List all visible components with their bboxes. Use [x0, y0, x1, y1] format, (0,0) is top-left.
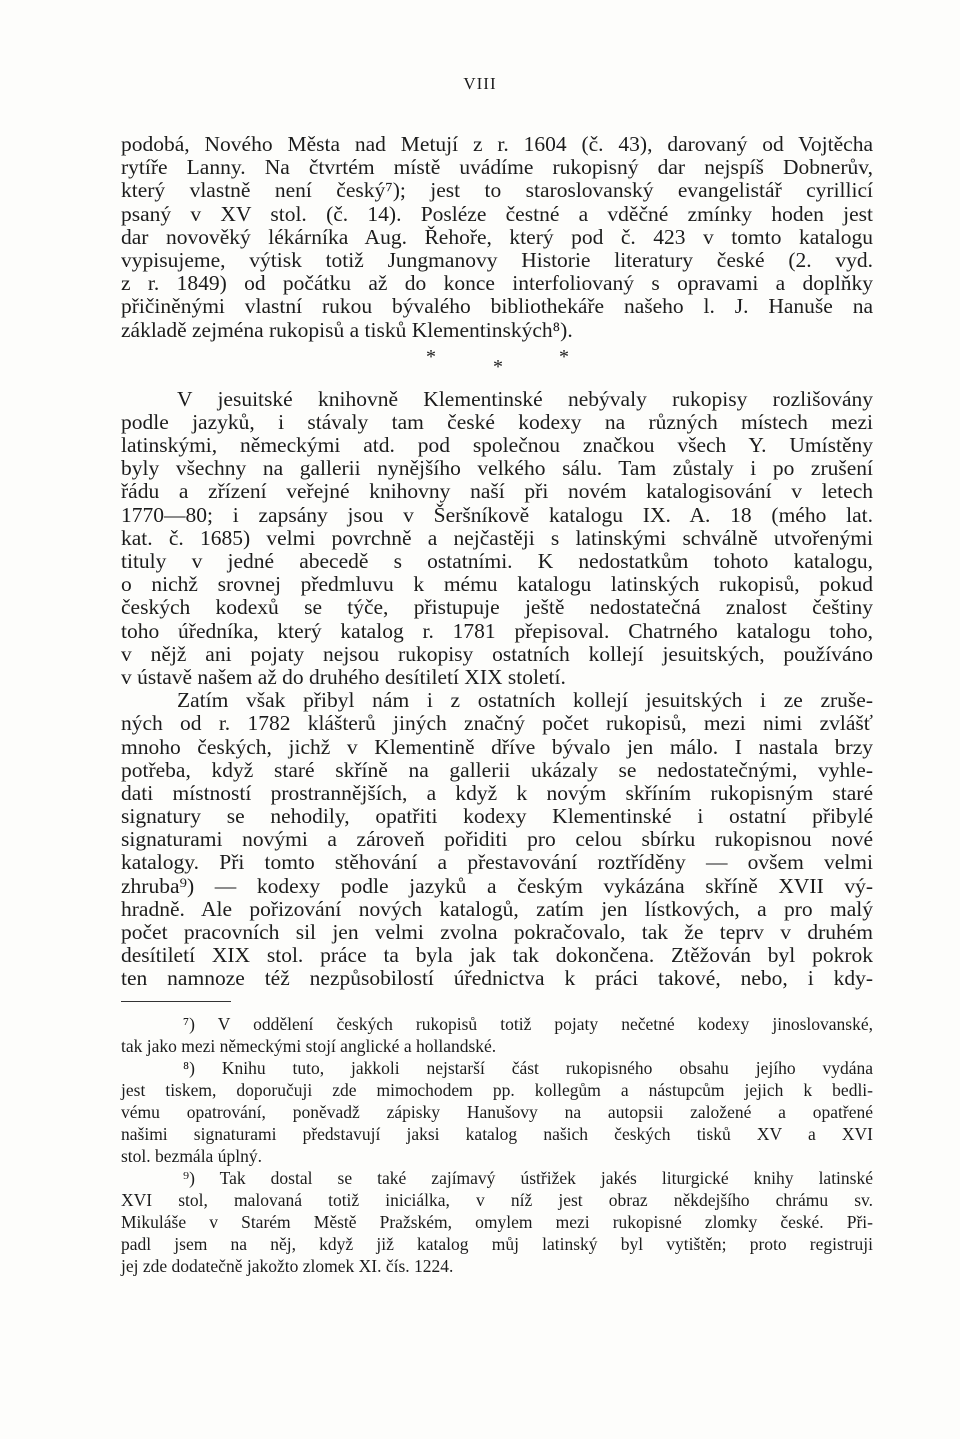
text-line: potřeba, když staré skříně na gallerii ukázaly se nedostatečnými, vyhle-	[121, 757, 873, 782]
footnote-line: ⁷) V oddělení českých rukopisů totiž pojaty nečetné kodexy jinoslovanské,	[183, 1014, 873, 1034]
text-line: kat. č. 1685) velmi povrchně a nejčastěji s latinskými schválně utvořenými	[121, 525, 873, 550]
asterisk: *	[426, 345, 436, 368]
text-line: o nichž srovnej předmluvu k mému katalogu latinských rukopisů, pokud	[121, 572, 873, 597]
text-line: dati místností prostrannějších, a když k novým skříním rukopisným staré	[121, 780, 873, 805]
text-line: latinskými, německými atd. pod společnou značkou všech Y. Umístěny	[121, 433, 873, 458]
text-line: byly všechny na gallerii nynějšího velkého sálu. Tam zůstaly i po zrušení	[121, 456, 873, 481]
text-line: v ústavě našem až do druhého desítiletí XIX století.	[121, 664, 566, 689]
footnote-line: vému opatrování, poněvadž zápisky Hanušovy na autopsii založené a opatřené	[121, 1102, 873, 1122]
text-line: vypisujeme, výtisk totiž Jungmanovy Historie literatury české (2. vyd.	[121, 247, 873, 272]
text-line: z r. 1849) od počátku až do konce interfoliovaný s opravami a doplňky	[121, 271, 873, 296]
footnote-line: jej zde dodatečně jakožto zlomek XI. čís. 1224.	[121, 1256, 454, 1276]
text-line: Zatím však přibyl nám i z ostatních kollejí jesuitských i ze zruše-	[177, 688, 873, 713]
text-line: katalogy. Při tomto stěhování a přestavování roztříděny — ovšem velmi	[121, 850, 873, 875]
text-line: ten namnoze též nezpůsobilostí úřednictva k práci takové, nebo, i kdy-	[121, 966, 873, 991]
text-line: českých kodexů se týče, přistupuje ještě nedostatečná znalost češtiny	[121, 595, 873, 620]
text-line: desítiletí XIX stol. práce ta byla jak tak dokončena. Ztěžován byl pokrok	[121, 943, 873, 968]
text-line: signatury se nehodily, opatřiti kodexy Klementinské i ostatní přibylé	[121, 804, 873, 829]
asterisk: *	[559, 345, 569, 368]
text-line: počet pracovních sil jen velmi zvolna pokračovalo, tak že teprv v druhém	[121, 920, 873, 944]
footnote-line: ⁸) Knihu tuto, jakkoli nejstarší část rukopisného obsahu jejího vydána	[183, 1058, 873, 1078]
text-line: podle jazyků, i stávaly tam české kodexy na různých místech mezi	[121, 409, 873, 434]
text-line: ných od r. 1782 klášterů jiných značný počet rukopisů, mezi nimi zvlášť	[121, 711, 873, 736]
footnote-line: ⁹) Tak dostal se také zajímavý ústřižek jakés liturgické knihy latinské	[183, 1168, 873, 1188]
footnote-separator	[121, 1001, 231, 1002]
footnote-line: jest tiskem, doporučuji zde mimochodem pp. kollegům a nástupcům jejich k bedli-	[121, 1080, 873, 1100]
section-divider	[121, 342, 873, 388]
footnote-line: tak jako mezi německými stojí anglické a hollandské.	[121, 1036, 497, 1056]
footnote-line: XVI stol, malovaná totiž iniciálka, v níž jest obraz někdejšího chrámu sv.	[121, 1190, 873, 1210]
asterisk: *	[493, 355, 503, 378]
text-line: zhruba⁹) — kodexy podle jazyků a českým vykázána skříně XVII vý-	[121, 873, 873, 898]
text-line: psaný v XV stol. (č. 14). Posléze čestné a vděčné zmínky hoden jest	[121, 201, 873, 226]
text-line: signaturami novými a zároveň pořiditi pro celou sbírku rukopisnou nové	[121, 827, 873, 852]
text-line: přičiněnými vlastní rukou bývalého bibliothekáře našeho l. J. Hanuše na	[121, 294, 873, 319]
footnote-line: Mikuláše v Starém Městě Pražském, omylem mezi rukopisné zlomky české. Při-	[121, 1212, 873, 1232]
text-line: V jesuitské knihovně Klementinské nebývaly rukopisy rozlišovány	[177, 386, 873, 411]
text-line: základě zejména rukopisů a tisků Klementinských⁸).	[121, 317, 573, 342]
text-line: řádu a zřízení veřejné knihovny naší při novém katalogisování v letech	[121, 479, 873, 504]
text-line: který vlastně není český⁷); jest to staroslovanský evangelistář cyrillicí	[121, 178, 873, 203]
text-line: mnoho českých, jichž v Klementině dříve bývalo jen málo. I nastala brzy	[121, 734, 873, 759]
text-line: tituly v jedné abecedě s ostatními. K nedostatkům tohoto katalogu,	[121, 549, 873, 573]
text-line: dar novověký lékárníka Aug. Řehoře, který pod č. 423 v tomto katalogu	[121, 224, 873, 249]
text-line: podobá, Nového Města nad Metují z r. 1604 (č. 43), darovaný od Vojtěcha	[121, 132, 873, 156]
main-text	[121, 133, 873, 991]
footnote-line: stol. bezmála úplný.	[121, 1146, 262, 1166]
text-line: v nějž ani pojaty nejsou rukopisy ostatních kollejí jesuitských, používáno	[121, 641, 873, 666]
text-line: rytíře Lanny. Na čtvrtém místě uvádíme rukopisný dar nejspíš Dobnerův,	[121, 155, 873, 180]
page-number: VIII	[463, 74, 497, 93]
footnotes	[121, 1013, 873, 1277]
text-line: hradně. Ale pořizování nových katalogů, zatím jen lístkových, a pro malý	[121, 896, 873, 921]
text-line: toho úředníka, který katalog r. 1781 přepisoval. Chatrného katalogu toho,	[121, 618, 873, 643]
text-line: 1770—80; i zapsány jsou v Šeršníkově katalogu IX. A. 18 (mého lat.	[121, 502, 873, 527]
footnote-line: padl jsem na něj, když již katalog můj latinský byl vytištěn; proto registruji	[121, 1234, 873, 1254]
footnote-line: našimi signaturami představují jaksi katalog našich českých tisků XV a XVI	[121, 1124, 873, 1144]
